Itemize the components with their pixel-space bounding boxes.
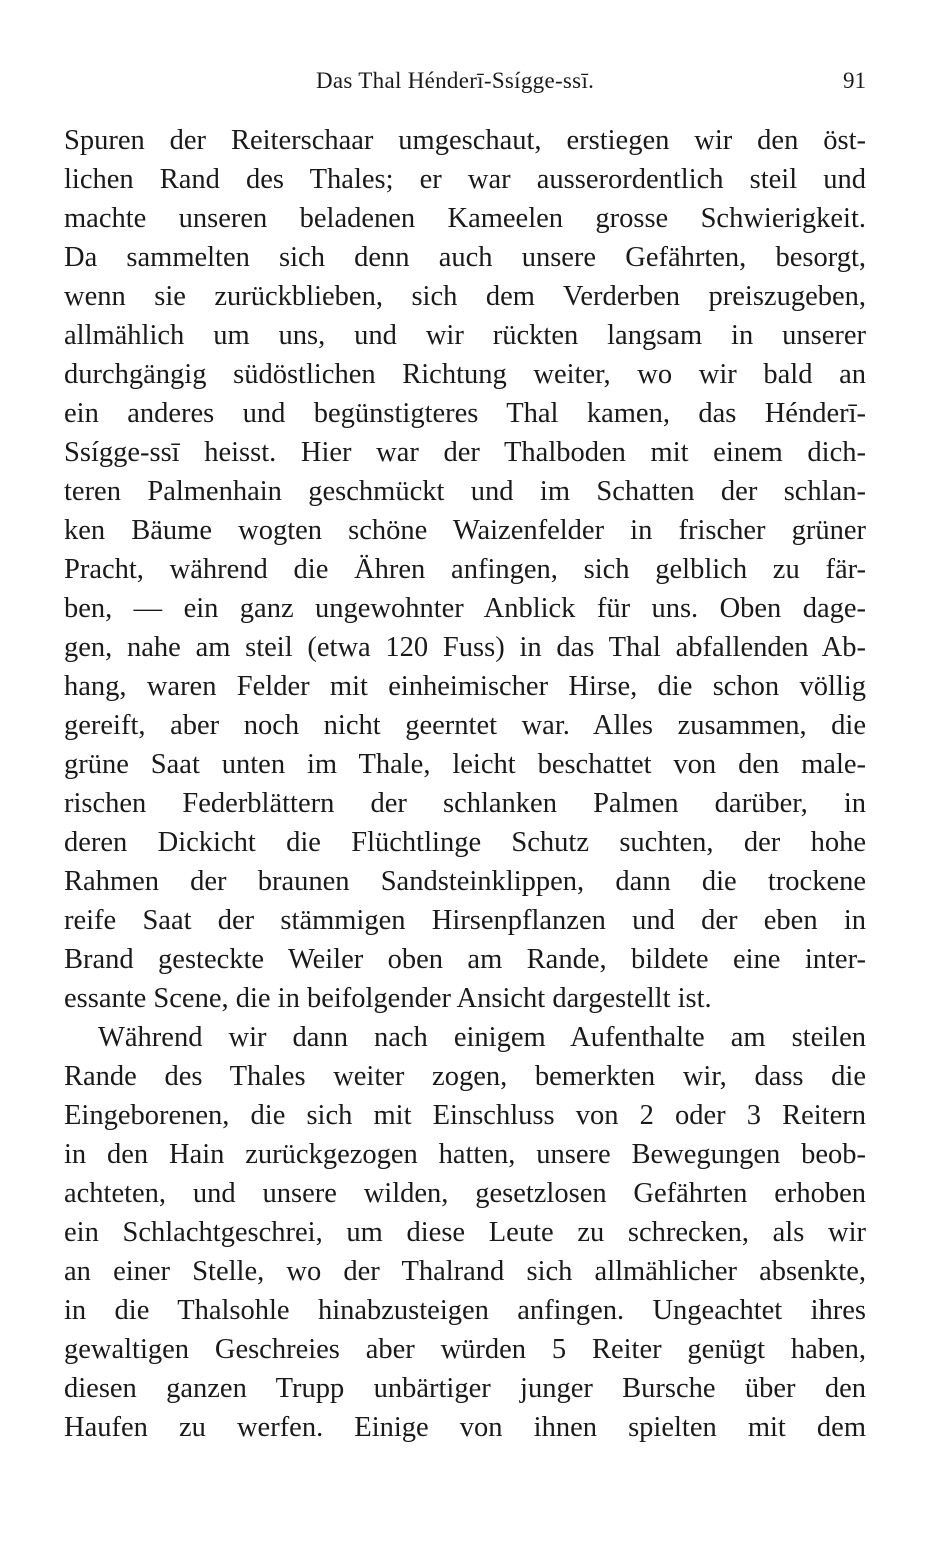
text-line: Spuren der Reiterschaar umgeschaut, erstiegen wir den öst- xyxy=(64,125,866,156)
text-line: reife Saat der stämmigen Hirsenpflanzen und der eben in xyxy=(64,905,866,936)
text-line: wenn sie zurückblieben, sich dem Verderben preiszugeben, xyxy=(64,281,866,312)
text-line: gereift, aber noch nicht geerntet war. Alles zusammen, die xyxy=(64,710,866,741)
text-line: Während wir dann nach einigem Aufenthalte am steilen xyxy=(98,1022,866,1053)
text-line: essante Scene, die in beifolgender Ansicht dargestellt ist. xyxy=(64,983,712,1014)
paragraph-2 xyxy=(64,1018,866,1447)
text-line: diesen ganzen Trupp unbärtiger junger Bursche über den xyxy=(64,1373,866,1404)
running-head xyxy=(64,68,866,104)
text-line: hang, waren Felder mit einheimischer Hirse, die schon völlig xyxy=(64,671,866,702)
text-line: allmählich um uns, und wir rückten langsam in unserer xyxy=(64,320,866,351)
running-title: Das Thal Hénderī-Ssígge-ssī. xyxy=(316,68,595,93)
text-line: ben, — ein ganz ungewohnter Anblick für uns. Oben dage- xyxy=(64,593,866,624)
paragraph-1 xyxy=(64,121,866,1018)
text-line: ein Schlachtgeschrei, um diese Leute zu schrecken, als wir xyxy=(64,1217,866,1248)
text-line: Eingeborenen, die sich mit Einschluss von 2 oder 3 Reitern xyxy=(64,1100,866,1131)
text-line: Da sammelten sich denn auch unsere Gefährten, besorgt, xyxy=(64,242,866,273)
text-line: Ssígge-ssī heisst. Hier war der Thalboden mit einem dich- xyxy=(64,437,866,468)
body-text xyxy=(64,121,866,1447)
page-number: 91 xyxy=(843,68,866,93)
text-line: achteten, und unsere wilden, gesetzlosen Gefährten erhoben xyxy=(64,1178,866,1209)
text-line: Brand gesteckte Weiler oben am Rande, bildete eine inter- xyxy=(64,944,866,975)
text-line: grüne Saat unten im Thale, leicht beschattet von den male- xyxy=(64,749,866,780)
text-line: Pracht, während die Ähren anfingen, sich gelblich zu fär- xyxy=(64,554,866,585)
text-line: Haufen zu werfen. Einige von ihnen spielten mit dem xyxy=(64,1412,866,1443)
text-line: gen, nahe am steil (etwa 120 Fuss) in das Thal abfallenden Ab- xyxy=(64,632,866,663)
text-line: lichen Rand des Thales; er war ausserordentlich steil und xyxy=(64,164,866,195)
text-line: Rahmen der braunen Sandsteinklippen, dann die trockene xyxy=(64,866,866,897)
text-line: gewaltigen Geschreies aber würden 5 Reiter genügt haben, xyxy=(64,1334,866,1365)
text-line: in die Thalsohle hinabzusteigen anfingen. Ungeachtet ihres xyxy=(64,1295,866,1326)
text-line: durchgängig südöstlichen Richtung weiter, wo wir bald an xyxy=(64,359,866,390)
text-line: an einer Stelle, wo der Thalrand sich allmählicher absenkte, xyxy=(64,1256,866,1287)
text-line: in den Hain zurückgezogen hatten, unsere Bewegungen beob- xyxy=(64,1139,866,1170)
text-line: teren Palmenhain geschmückt und im Schatten der schlan- xyxy=(64,476,866,507)
text-line: machte unseren beladenen Kameelen grosse Schwierigkeit. xyxy=(64,203,866,234)
text-line: Rande des Thales weiter zogen, bemerkten wir, dass die xyxy=(64,1061,866,1092)
text-line: deren Dickicht die Flüchtlinge Schutz suchten, der hohe xyxy=(64,827,866,858)
text-line: ein anderes und begünstigteres Thal kamen, das Hénderī- xyxy=(64,398,866,429)
text-line: rischen Federblättern der schlanken Palmen darüber, in xyxy=(64,788,866,819)
text-line: ken Bäume wogten schöne Waizenfelder in frischer grüner xyxy=(64,515,866,546)
